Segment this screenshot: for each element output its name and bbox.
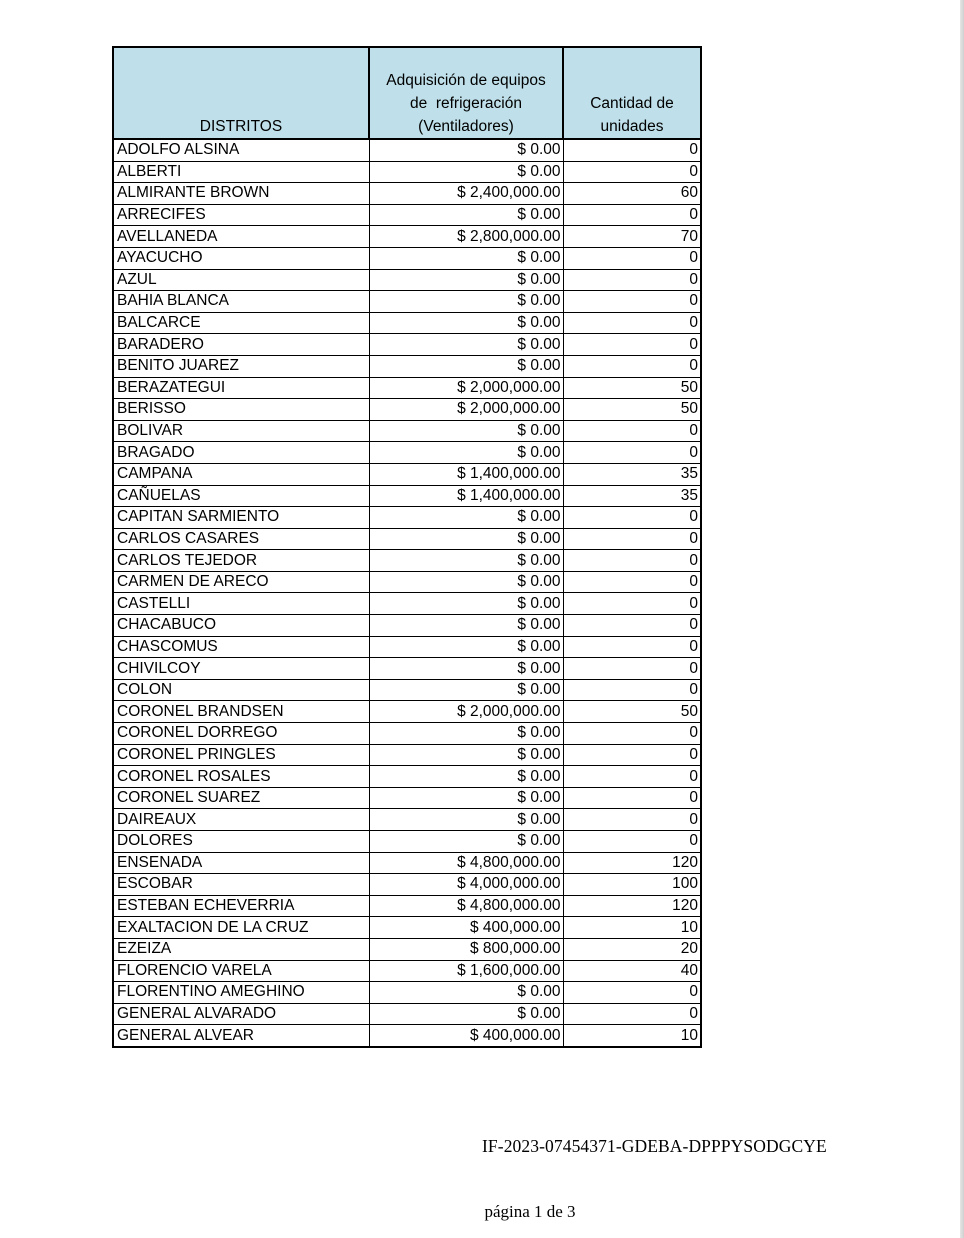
amount-cell: $ 0.00 [369, 291, 563, 313]
district-cell: CARLOS CASARES [113, 528, 369, 550]
amount-cell: $ 400,000.00 [369, 1025, 563, 1047]
units-cell: 60 [563, 183, 701, 205]
units-cell: 0 [563, 507, 701, 529]
amount-cell: $ 1,400,000.00 [369, 463, 563, 485]
table-row [113, 291, 701, 313]
district-cell: CHACABUCO [113, 615, 369, 637]
units-cell: 40 [563, 960, 701, 982]
table-row [113, 766, 701, 788]
table-row [113, 615, 701, 637]
table-header-row [113, 47, 701, 139]
amount-cell: $ 0.00 [369, 658, 563, 680]
amount-cell: $ 0.00 [369, 355, 563, 377]
table-row [113, 938, 701, 960]
amount-cell: $ 0.00 [369, 615, 563, 637]
district-cell: ALMIRANTE BROWN [113, 183, 369, 205]
district-cell: CAMPANA [113, 463, 369, 485]
district-cell: BERISSO [113, 399, 369, 421]
units-cell: 0 [563, 139, 701, 161]
table-row [113, 161, 701, 183]
header-units: Cantidad de unidades [563, 47, 701, 139]
table-row [113, 247, 701, 269]
amount-cell: $ 4,800,000.00 [369, 852, 563, 874]
district-cell: DOLORES [113, 831, 369, 853]
table-row [113, 787, 701, 809]
amount-cell: $ 0.00 [369, 269, 563, 291]
amount-cell: $ 0.00 [369, 636, 563, 658]
table-row [113, 550, 701, 572]
amount-cell: $ 0.00 [369, 550, 563, 572]
amount-cell: $ 1,400,000.00 [369, 485, 563, 507]
amount-cell: $ 0.00 [369, 982, 563, 1004]
district-cell: CHIVILCOY [113, 658, 369, 680]
units-cell: 70 [563, 226, 701, 248]
units-cell: 0 [563, 291, 701, 313]
units-cell: 0 [563, 679, 701, 701]
amount-cell: $ 2,400,000.00 [369, 183, 563, 205]
header-districts: DISTRITOS [113, 47, 369, 139]
amount-cell: $ 2,800,000.00 [369, 226, 563, 248]
table-row [113, 399, 701, 421]
units-cell: 120 [563, 895, 701, 917]
units-cell: 0 [563, 982, 701, 1004]
amount-cell: $ 0.00 [369, 787, 563, 809]
header-acquisition: Adquisición de equipos de refrigeración (Ventiladores) [369, 47, 563, 139]
table-row [113, 420, 701, 442]
table-row [113, 679, 701, 701]
units-cell: 0 [563, 723, 701, 745]
table-row [113, 377, 701, 399]
amount-cell: $ 4,800,000.00 [369, 895, 563, 917]
page-edge-shadow [960, 0, 964, 1238]
page-number: página 1 de 3 [484, 1202, 576, 1221]
table-row [113, 442, 701, 464]
units-cell: 0 [563, 809, 701, 831]
district-cell: ALBERTI [113, 161, 369, 183]
units-cell: 20 [563, 938, 701, 960]
district-cell: EZEIZA [113, 938, 369, 960]
table-row [113, 831, 701, 853]
amount-cell: $ 1,600,000.00 [369, 960, 563, 982]
amount-cell: $ 0.00 [369, 809, 563, 831]
district-cell: BARADERO [113, 334, 369, 356]
district-cell: ESTEBAN ECHEVERRIA [113, 895, 369, 917]
district-cell: GENERAL ALVEAR [113, 1025, 369, 1047]
district-cell: AVELLANEDA [113, 226, 369, 248]
district-cell: CARLOS TEJEDOR [113, 550, 369, 572]
units-cell: 50 [563, 701, 701, 723]
units-cell: 50 [563, 377, 701, 399]
table-row [113, 463, 701, 485]
district-cell: CORONEL DORREGO [113, 723, 369, 745]
units-cell: 0 [563, 528, 701, 550]
units-cell: 0 [563, 615, 701, 637]
table-row [113, 636, 701, 658]
amount-cell: $ 0.00 [369, 161, 563, 183]
table-row [113, 269, 701, 291]
amount-cell: $ 0.00 [369, 204, 563, 226]
table-row [113, 874, 701, 896]
district-cell: CAPITAN SARMIENTO [113, 507, 369, 529]
units-cell: 10 [563, 917, 701, 939]
units-cell: 0 [563, 204, 701, 226]
units-cell: 0 [563, 442, 701, 464]
table-row [113, 571, 701, 593]
district-cell: BAHIA BLANCA [113, 291, 369, 313]
amount-cell: $ 0.00 [369, 507, 563, 529]
district-cell: BRAGADO [113, 442, 369, 464]
units-cell: 0 [563, 636, 701, 658]
table-row [113, 226, 701, 248]
amount-cell: $ 2,000,000.00 [369, 399, 563, 421]
amount-cell: $ 2,000,000.00 [369, 377, 563, 399]
amount-cell: $ 0.00 [369, 723, 563, 745]
units-cell: 0 [563, 269, 701, 291]
district-cell: CASTELLI [113, 593, 369, 615]
table-row [113, 593, 701, 615]
table-row [113, 744, 701, 766]
units-cell: 0 [563, 161, 701, 183]
units-cell: 50 [563, 399, 701, 421]
district-cell: CORONEL SUAREZ [113, 787, 369, 809]
table-row [113, 917, 701, 939]
units-cell: 0 [563, 787, 701, 809]
amount-cell: $ 0.00 [369, 831, 563, 853]
table-row [113, 895, 701, 917]
district-cell: DAIREAUX [113, 809, 369, 831]
district-cell: ENSENADA [113, 852, 369, 874]
units-cell: 0 [563, 420, 701, 442]
units-cell: 120 [563, 852, 701, 874]
table-row [113, 204, 701, 226]
table-row [113, 312, 701, 334]
amount-cell: $ 0.00 [369, 334, 563, 356]
amount-cell: $ 0.00 [369, 679, 563, 701]
table-row [113, 528, 701, 550]
district-cell: ESCOBAR [113, 874, 369, 896]
units-cell: 0 [563, 355, 701, 377]
table-row [113, 960, 701, 982]
amount-cell: $ 0.00 [369, 420, 563, 442]
amount-cell: $ 0.00 [369, 442, 563, 464]
units-cell: 0 [563, 334, 701, 356]
table-row [113, 183, 701, 205]
district-cell: BALCARCE [113, 312, 369, 334]
amount-cell: $ 0.00 [369, 312, 563, 334]
district-cell: CORONEL ROSALES [113, 766, 369, 788]
table-row [113, 658, 701, 680]
district-cell: ADOLFO ALSINA [113, 139, 369, 161]
units-cell: 0 [563, 766, 701, 788]
table-row [113, 1003, 701, 1025]
units-cell: 100 [563, 874, 701, 896]
table-row [113, 139, 701, 161]
district-cell: BERAZATEGUI [113, 377, 369, 399]
amount-cell: $ 0.00 [369, 1003, 563, 1025]
amount-cell: $ 4,000,000.00 [369, 874, 563, 896]
district-cell: EXALTACION DE LA CRUZ [113, 917, 369, 939]
district-cell: FLORENCIO VARELA [113, 960, 369, 982]
units-cell: 35 [563, 485, 701, 507]
units-cell: 0 [563, 658, 701, 680]
district-cell: GENERAL ALVARADO [113, 1003, 369, 1025]
amount-cell: $ 0.00 [369, 744, 563, 766]
district-cell: BOLIVAR [113, 420, 369, 442]
table-row [113, 334, 701, 356]
units-cell: 0 [563, 550, 701, 572]
units-cell: 0 [563, 247, 701, 269]
table-row [113, 982, 701, 1004]
district-cell: CORONEL BRANDSEN [113, 701, 369, 723]
amount-cell: $ 0.00 [369, 139, 563, 161]
table-row [113, 485, 701, 507]
district-cell: CHASCOMUS [113, 636, 369, 658]
district-cell: BENITO JUAREZ [113, 355, 369, 377]
amount-cell: $ 0.00 [369, 247, 563, 269]
units-cell: 0 [563, 571, 701, 593]
table-row [113, 507, 701, 529]
units-cell: 0 [563, 831, 701, 853]
amount-cell: $ 0.00 [369, 571, 563, 593]
amount-cell: $ 2,000,000.00 [369, 701, 563, 723]
units-cell: 10 [563, 1025, 701, 1047]
district-cell: CORONEL PRINGLES [113, 744, 369, 766]
document-id: IF-2023-07454371-GDEBA-DPPPYSODGCYE [482, 1136, 827, 1156]
district-cell: ARRECIFES [113, 204, 369, 226]
district-cell: AYACUCHO [113, 247, 369, 269]
units-cell: 0 [563, 744, 701, 766]
table-row [113, 723, 701, 745]
district-cell: FLORENTINO AMEGHINO [113, 982, 369, 1004]
units-cell: 0 [563, 312, 701, 334]
amount-cell: $ 0.00 [369, 766, 563, 788]
table-row [113, 1025, 701, 1047]
units-cell: 35 [563, 463, 701, 485]
district-cell: CARMEN DE ARECO [113, 571, 369, 593]
table-row [113, 355, 701, 377]
district-cell: COLON [113, 679, 369, 701]
amount-cell: $ 0.00 [369, 593, 563, 615]
amount-cell: $ 400,000.00 [369, 917, 563, 939]
districts-table [112, 46, 702, 1048]
table-row [113, 701, 701, 723]
district-cell: AZUL [113, 269, 369, 291]
table-row [113, 809, 701, 831]
amount-cell: $ 0.00 [369, 528, 563, 550]
units-cell: 0 [563, 593, 701, 615]
table-row [113, 852, 701, 874]
district-cell: CAÑUELAS [113, 485, 369, 507]
units-cell: 0 [563, 1003, 701, 1025]
amount-cell: $ 800,000.00 [369, 938, 563, 960]
